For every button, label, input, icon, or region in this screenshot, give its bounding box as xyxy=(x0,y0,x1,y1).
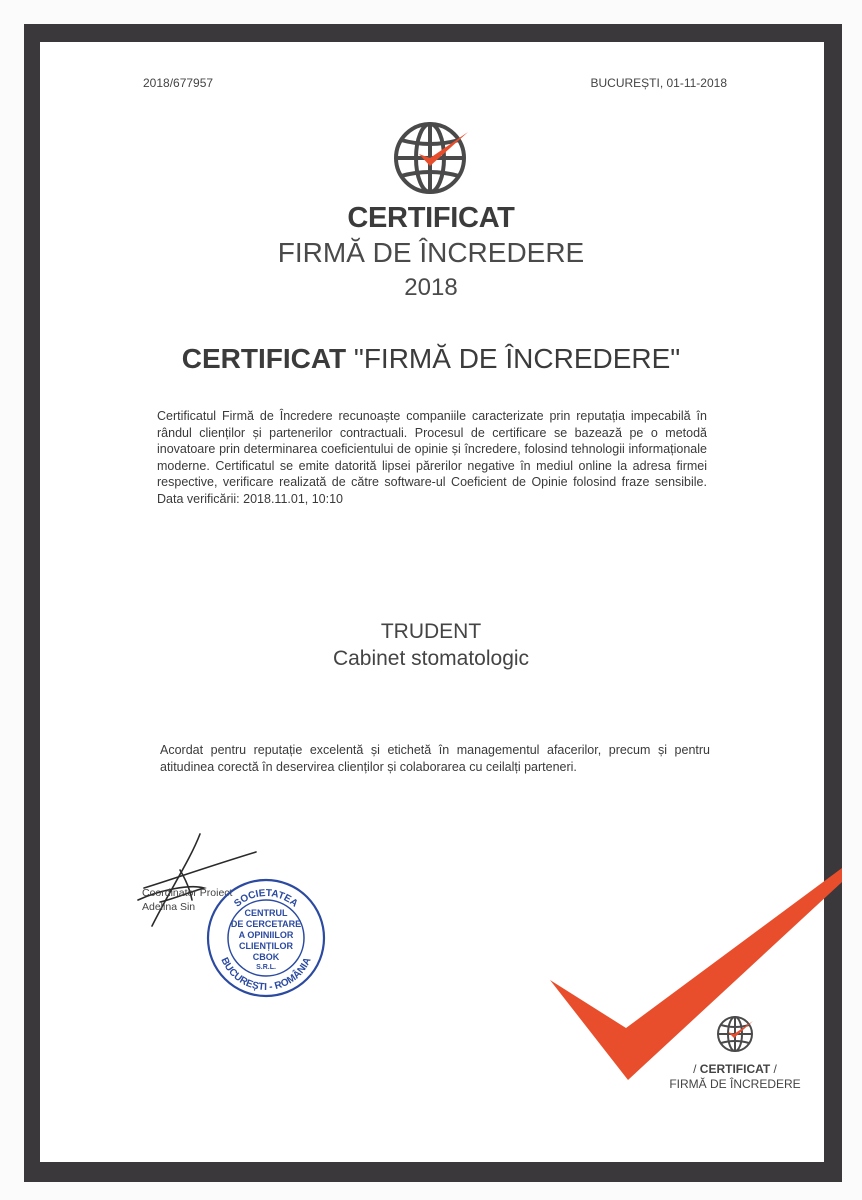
globe-icon xyxy=(715,1014,755,1054)
certificate-description: Certificatul Firmă de Încredere recunoaște companiile caracterizate prin reputația impecabilă în rândul clienților și partenerilor contractuali. Procesul de certificare se bazează pe o metodă inovatoare prin determinarea coeficientului de opinie și încredere, folosind tehnologii informaționale moderne. Certificatul se emite datorită lipsei părerilor negative în mediul online la adresa firmei respective, verificare realizată de către software-ul Coeficient de Opinie folosind fraze sensibile. Data verificării: 2018.11.01, 10:10 xyxy=(157,409,707,506)
company-block xyxy=(0,618,862,672)
certificate-heading xyxy=(0,343,862,375)
stamp-line: S.R.L. xyxy=(256,964,276,971)
stamp-top-text: SOCIETATEA xyxy=(232,887,300,910)
stamp-line: DE CERCETARE xyxy=(230,919,302,929)
company-stamp xyxy=(204,876,328,1000)
stamp-line: CENTRUL xyxy=(244,908,288,918)
certificate-year: 2018 xyxy=(404,274,458,301)
heading-bold: CERTIFICAT xyxy=(181,343,347,374)
document-number: 2018/677957 xyxy=(143,76,214,90)
footer-slash-right: / xyxy=(770,1062,777,1076)
footer-title xyxy=(640,1062,830,1077)
document-place-date: BUCUREȘTI, 01-11-2018 xyxy=(590,76,727,90)
stamp-line: A OPINIILOR xyxy=(238,930,294,940)
company-name: TRUDENT xyxy=(380,620,482,643)
signatory-role: Coordinator Proiect xyxy=(142,887,233,899)
certificate-title: CERTIFICAT xyxy=(347,202,515,234)
title-block xyxy=(0,200,862,306)
stamp-bottom-text: BUCUREȘTI - ROMÂNIA xyxy=(218,955,314,994)
footer-bold: CERTIFICAT xyxy=(699,1062,771,1076)
footer-badge xyxy=(640,1014,830,1092)
footer-subtitle: FIRMĂ DE ÎNCREDERE xyxy=(669,1077,801,1091)
company-type: Cabinet stomatologic xyxy=(332,647,530,670)
award-text: Acordat pentru reputație excelentă și etichetă în managementul afacerilor, precum și pentru atitudinea corectă în deservirea clienților și colaborarea cu ceilalți parteneri. xyxy=(160,743,710,774)
globe-check-icon xyxy=(392,118,472,198)
heading-rest: "FIRMĂ DE ÎNCREDERE" xyxy=(346,343,681,374)
stamp-line: CBOK xyxy=(252,952,280,962)
footer-slash-left: / xyxy=(693,1062,700,1076)
certificate-subtitle: FIRMĂ DE ÎNCREDERE xyxy=(277,237,585,268)
signatory-name: Adelina Sin xyxy=(142,901,196,913)
svg-text:SOCIETATEA xyxy=(232,888,299,910)
stamp-line: CLIENȚILOR xyxy=(239,941,293,951)
